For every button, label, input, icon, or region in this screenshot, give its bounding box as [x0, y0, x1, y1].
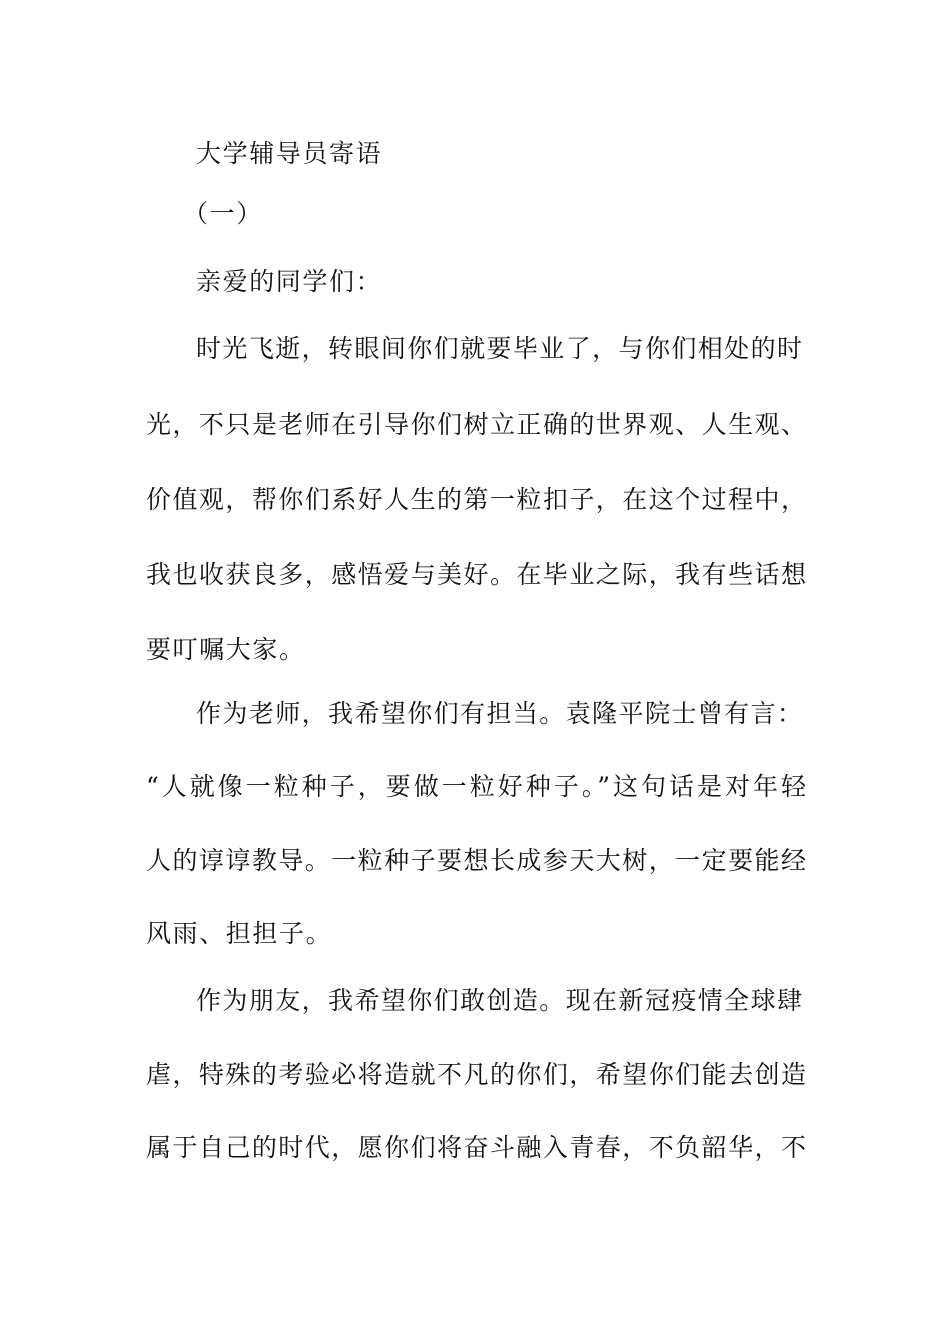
- paragraph-1-line-2: 光，不只是老师在引导你们树立正确的世界观、人生观、: [146, 410, 806, 439]
- paragraph-2-line-1: 作为老师，我希望你们有担当。袁隆平院士曾有言：: [196, 699, 802, 728]
- paragraph-2-line-3: 人的谆谆教导。一粒种子要想长成参天大树，一定要能经: [146, 846, 806, 875]
- paragraph-1-line-1: 时光飞逝，转眼间你们就要毕业了，与你们相处的时: [196, 334, 802, 363]
- paragraph-2-line-4: 风雨、担担子。: [146, 919, 333, 948]
- paragraph-3-line-2: 虐，特殊的考验必将造就不凡的你们，希望你们能去创造: [146, 1060, 806, 1089]
- paragraph-1-line-5: 要叮嘱大家。: [146, 635, 306, 664]
- salutation: 亲爱的同学们：: [196, 267, 383, 296]
- paragraph-3-line-1: 作为朋友，我希望你们敢创造。现在新冠疫情全球肆: [196, 986, 802, 1015]
- paragraph-1-line-4: 我也收获良多，感悟爱与美好。在毕业之际，我有些话想: [146, 560, 806, 589]
- paragraph-1-line-3: 价值观，帮你们系好人生的第一粒扣子，在这个过程中，: [146, 485, 806, 514]
- paragraph-3-line-3: 属于自己的时代，愿你们将奋斗融入青春，不负韶华，不: [146, 1133, 806, 1162]
- document-title: 大学辅导员寄语: [196, 139, 383, 168]
- paragraph-2-line-2: “人就像一粒种子，要做一粒好种子。”这句话是对年轻: [146, 772, 806, 801]
- section-number: （一）: [183, 199, 263, 228]
